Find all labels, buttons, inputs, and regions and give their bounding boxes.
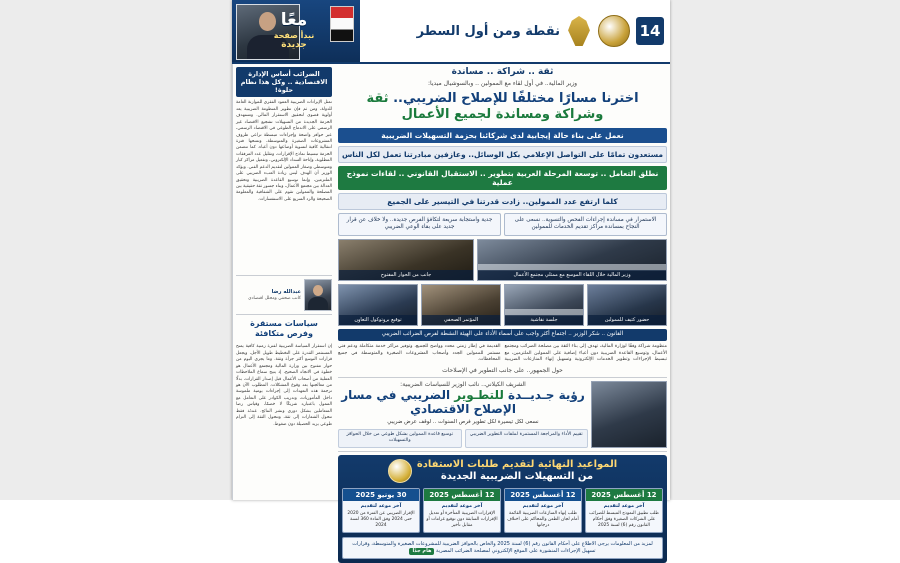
deadline-date: 12 أغسطس 2025: [424, 489, 500, 501]
minister-meeting-photo: [477, 239, 667, 281]
sidebar-column: [232, 64, 335, 500]
press-conference-photo: [421, 284, 501, 326]
photo-caption: جانب من الحوار المفتوح: [339, 270, 473, 279]
vision-title: [338, 388, 588, 417]
vision-title-part-2: للتطـوير: [454, 387, 504, 402]
article-body-row: [338, 344, 667, 364]
newspaper-page: [232, 0, 670, 555]
opinion-column-text: إن استقرار السياسة الضريبية لفترة زمنية كافية يمنح المستثمر القدرة على التخطيط طويل الأجل، ويجعل قرارات التوسع أكثر جرأة وثقة. وما يجري اليوم من حوار مفتوح بين وزارة المالية ومجتمع الأعمال هو خطوة في الاتجاه الصحيح، إذ يتيح سماع الملاحظات العملية من أصحاب الأعمال قبل إصدار القرارات، بدلًا من معالجتها بعد وقوع المشكلات. المطلوب الآن هو ترجمة هذه التعهدات إلى إجراءات يومية ملموسة داخل المأموريات، وتدريب الكوادر على التعامل مع الممول باعتباره شريكًا لا خصمًا، وقياس رضا المتعاملين بشكل دوري ونشر النتائج. عندئذ فقط تتحول الشعارات إلى ثقة، وتتحول الثقة إلى التزام طوعي يزيد الحصيلة دون ضغوط.: [236, 344, 332, 427]
deadlines-title-line-2: من التسهيلات الضريبية الجديدة: [440, 471, 594, 483]
photo-caption: توقيع بروتوكول التعاون: [339, 315, 417, 324]
kicker-line: ثقة .. شراكة .. مساندة: [451, 67, 554, 77]
deadlines-panel: [338, 455, 667, 563]
columnist-portrait-photo: [304, 279, 332, 311]
photo-caption: جلسة نقاشية: [505, 315, 583, 324]
masthead-motto-panel: [232, 0, 360, 62]
vision-text-block: [338, 381, 588, 448]
right-background-band: [670, 0, 900, 500]
left-background-band: [0, 0, 232, 500]
deadline-subtitle: آخر موعد لتقديم: [441, 502, 483, 509]
subhead-bar-blue-1: نعمل على بناء حالة إيجابية لدى شركائنا بحزمة التسهيلات الضريبية: [338, 128, 667, 143]
sidebar-block-heading: الضرائب أساس الإدارة الاقتصادية .. وكل هذا نظام حلوة!: [236, 67, 332, 97]
photo-caption: وزير المالية خلال اللقاء الموسع مع ممثلي مجتمع الأعمال: [478, 270, 666, 279]
deadline-body: الإقرار الضريبي عن الفترة من 2020 حتى 2024 وفق المادة 360 لسنة 2024: [347, 510, 415, 528]
columnist-identity: [248, 289, 301, 301]
deadlines-footer-text: لمزيد من المعلومات يرجى الاطلاع على أحكام القانون رقم (6) لسنة 2025 والخاص بالحوافز الضريبية للمشروعات الصغيرة والمتوسطة، وقرارات تسهيل الإجراءات المنشورة على الموقع الإلكتروني لمصلحة الضرائب المصرية: [352, 541, 653, 555]
article-body-text: منظومة شراكة وفقًا لوزارة المالية، تهدف إلى بناء الثقة بين مصلحة الضرائب ومجتمع الأعمال، وتوسيع القاعدة الضريبية دون أعباء إضافية على الممولين الملتزمين، مع تبسيط الإجراءات وتطوير الخدمات الإلكترونية وتسهيل إنهاء المنازعات الضريبية القديمة في إطار زمني محدد وواضح للجميع، وتوفير مراكز خدمة متكاملة ودعم فني مستمر للممولين الجدد وأصحاب المشروعات الصغيرة والمتوسطة في جميع المحافظات.: [338, 343, 667, 363]
columnist-name: عبدالله رضا: [271, 289, 301, 296]
article-footer-caption: حول الجمهور.. على جانب التطوير في الإصلاحات: [442, 366, 563, 374]
main-headline: [338, 90, 667, 125]
portrait-head-shape: [313, 285, 323, 296]
vision-bullet-1: تقييم الأداء والمراجعة المستمرة لملفات التطوير الضريبي: [465, 429, 589, 447]
sidebar-block-text: تمثل الإيرادات الضريبية العمود الفقري للموازنة العامة للدولة، ومن ثم فإن تطوير المنظومة الضريبية يعد أولوية قصوى لتحقيق الاستقرار المالي. وتستهدف الحزمة الجديدة من التسهيلات تشجيع الاقتصاد غير الرسمي على الاندماج الطوعي في الاقتصاد الرسمي، عبر حوافز واضحة وإجراءات مبسطة تراعي ظروف المشروعات الصغيرة والمتوسطة، وتمنحها فترة انتقالية كافية لتسوية أوضاعها دون أعباء. كما تتضمن الحزمة تبسيط نماذج الإقرارات، وتقليل عدد المرفقات المطلوبة، وإتاحة السداد الإلكتروني، وتفعيل مراكز كبار ومتوسطي وصغار الممولين لتقديم الدعم الفني. ويؤكد الوزير أن الهدف ليس زيادة العبء الضريبي على الملتزمين، وإنما توسيع القاعدة الضريبية وتحقيق العدالة بين مجتمع الأعمال، وبناء جسور ثقة حقيقية بين المصلحة والممولين تقوم على الشفافية والمعلومة الصحيحة والرد السريع على الاستفسارات.: [235, 100, 332, 202]
brand-title: نقطة ومن أول السطر: [416, 23, 560, 39]
motto-main: معًا: [280, 10, 308, 31]
panel-discussion-photo: [338, 239, 474, 281]
vision-section: [338, 377, 667, 452]
roundtable-photo: [504, 284, 584, 326]
photo-caption: المؤتمر الصحفي: [422, 315, 500, 324]
subhead-bar-green-1: نطلق التعامل .. توسعة المرحلة العربية بتطوير .. الاستقبال القانوني .. لقاءات نموذج عملية: [338, 166, 667, 190]
subhead-bar-light-1: مستعدون تمامًا على التواصل الإعلامي بكل الوسائل.. وعازفين مبادرتنا تعمل لكل الناس: [338, 146, 667, 163]
page-content: [232, 64, 670, 555]
deadline-subtitle: آخر موعد لتقديم: [603, 502, 645, 509]
signing-photo: [338, 284, 418, 326]
deadline-body: طلب إنهاء المنازعات الضريبية القائمة أمام لجان الطعن والمحاكم على اختلاف درجاتها: [507, 510, 579, 528]
vision-subtitle: نسعى لكل تيسيرة لكل تطوير فرص السنوات .. لوقف عرض ضريبي: [387, 418, 539, 425]
deadline-subtitle: آخر موعد لتقديم: [522, 502, 564, 509]
deadline-date: 12 أغسطس 2025: [505, 489, 581, 501]
columnist-role: كاتب صحفي ومحلل اقتصادي: [248, 295, 301, 301]
deadline-card: [342, 488, 420, 533]
deadline-card: [585, 488, 663, 533]
deadline-date: 30 يونيو 2025: [343, 489, 419, 501]
egypt-flag-icon: [330, 6, 354, 42]
deadline-subtitle: آخر موعد لتقديم: [360, 502, 402, 509]
vision-bullets: [338, 429, 588, 447]
photo-row-bottom: [338, 284, 667, 326]
main-column: [335, 64, 670, 555]
portrait-body-shape: [308, 297, 328, 310]
gold-seal-icon: [598, 15, 630, 47]
vision-bullet-2: توسيع قاعدة الممولين بشكل طوعي من خلال الحوافز والتسهيلات: [338, 429, 462, 447]
deputy-minister-photo: [591, 381, 667, 448]
masthead: [232, 0, 670, 64]
tax-authority-seal-icon: [388, 459, 412, 483]
egypt-eagle-icon: [566, 16, 592, 46]
photo-caption: حضور كثيف للممولين: [588, 315, 666, 324]
opinion-column-title: سياسات مستقرة وفرص متكافئة: [250, 319, 318, 339]
vision-title-part-3: الضريبي في مسار الإصلاح الاقتصادي: [341, 387, 516, 417]
deadlines-title: [417, 459, 617, 484]
motto-sub1: نبدأ صفحة: [273, 31, 315, 40]
deadline-card: [504, 488, 582, 533]
deadline-body: طلب تطبيق النموذج المبسط للضرائب على الشركات الصغيرة وفق أحكام القانون رقم (6) لسنة 2025: [589, 510, 659, 528]
quote-box-2: جدية واستجابة سريعة لتكافؤ الفرص جديدة.. ولا خلاف عن قرار جديد على بقاء الوعي الضريبي: [338, 213, 501, 236]
photo-row-top: [338, 239, 667, 281]
deadline-cards: [342, 488, 663, 533]
subhead-bar-light-2: كلما ارتفع عدد الممولين.. زادت قدرتنا في التيسير على الجميع: [338, 193, 667, 210]
vision-title-part-1: رؤية جـديــدة: [508, 387, 585, 402]
columnist-byline: [236, 279, 332, 315]
audience-photo: [587, 284, 667, 326]
deadline-date: 12 أغسطس 2025: [586, 489, 662, 501]
quote-box-1: الاستمرار في مساندة إجراءات الفحص والتسوية.. نسعى على النجاح بمساندة مراكز تقديم الخدمات للممولين: [504, 213, 667, 236]
vision-attribution: الشريف الكيلاني.. نائب الوزير للسياسات الضريبية:: [400, 380, 526, 388]
photo-caption-strip: القانون .. شكر الوزير .. اجتماع أكثر واجب على أسماء الأداء على الهيئة النشطة لفرص الضرائب الضريبي: [338, 329, 667, 341]
masthead-motto: [274, 11, 319, 50]
masthead-brand-panel: [360, 0, 670, 62]
headline-line-2: ثقة وشراكة ومساندة لجميع الأعمال: [366, 91, 604, 123]
headline-line-1: اخترنا مسارًا مختلفًا للإصلاح الضريبي..: [393, 91, 639, 106]
motto-sub2: جديدة: [281, 40, 307, 51]
deadlines-title-line-1: المواعيد النهائية لتقديم طلبات الاستفادة: [416, 458, 618, 470]
sidebar-divider: [236, 275, 332, 276]
deadline-body: الإقرارات الضريبية المتأخرة أو تعديل الإقرارات السابقة دون توقيع غرامات أو مقابل تأخير: [426, 510, 498, 528]
issue-number-badge: 14: [636, 17, 664, 45]
deadlines-header: [342, 459, 663, 484]
eyebrow-line: وزير المالية.. في أول لقاء مع الممولين .. وبالسوشيال ميديا:: [427, 80, 578, 87]
deadlines-footer: [342, 537, 663, 559]
deadlines-footer-stamp: هام جدًا: [409, 548, 434, 555]
quote-row: [338, 213, 667, 236]
deadline-card: [423, 488, 501, 533]
